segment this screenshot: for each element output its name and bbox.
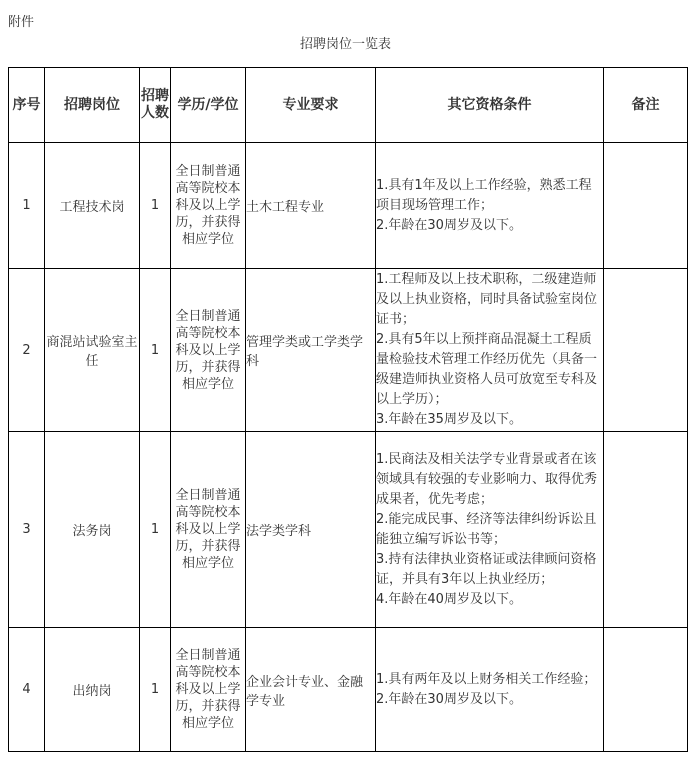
cell-position: 出纳岗 (45, 628, 140, 752)
condition-item: 1.工程师及以上技术职称，二级建造师及以上执业资格，同时具备试验室岗位证书； (376, 272, 598, 327)
header-conditions: 其它资格条件 (376, 68, 604, 143)
cell-education: 全日制普通高等院校本科及以上学历，并获得相应学位 (171, 432, 246, 628)
cell-position: 工程技术岗 (45, 143, 140, 269)
cell-major: 土木工程专业 (246, 143, 376, 269)
header-row (9, 68, 688, 143)
condition-item: 1.具有1年及以上工作经验，熟悉工程项目现场管理工作； (376, 177, 592, 213)
header-major: 专业要求 (246, 68, 376, 143)
cell-education: 全日制普通高等院校本科及以上学历，并获得相应学位 (171, 628, 246, 752)
cell-remarks (604, 143, 688, 269)
header-count: 招聘人数 (140, 68, 171, 143)
header-seq: 序号 (9, 68, 45, 143)
header-position: 招聘岗位 (45, 68, 140, 143)
cell-seq: 3 (9, 432, 45, 628)
condition-item: 3.持有法律执业资格证或法律顾问资格证，并具有3年以上执业经历； (376, 551, 597, 587)
attachment-label: 附件 (8, 15, 35, 30)
cell-position: 法务岗 (45, 432, 140, 628)
cell-position: 商混站试验室主任 (45, 269, 140, 432)
cell-education: 全日制普通高等院校本科及以上学历，并获得相应学位 (171, 269, 246, 432)
cell-major: 企业会计专业、金融学专业 (246, 628, 376, 752)
recruitment-table (8, 67, 688, 752)
condition-item: 1.民商法及相关法学专业背景或者在该领域具有较强的专业影响力、取得优秀成果者，优先考虑； (376, 451, 598, 507)
cell-count: 1 (140, 628, 171, 752)
condition-item: 2.具有5年以上预拌商品混凝土工程质量检验技术管理工作经历优先（具备一级建造师执业资格人员可放宽至专科及以上学历）； (376, 332, 598, 407)
cell-seq: 1 (9, 143, 45, 269)
cell-remarks (604, 432, 688, 628)
header-remarks: 备注 (604, 68, 688, 143)
page-title: 招聘岗位一览表 (299, 37, 391, 52)
cell-conditions (376, 432, 604, 628)
table-row (9, 432, 688, 628)
cell-major: 法学类学科 (246, 432, 376, 628)
cell-conditions (376, 143, 604, 269)
cell-education: 全日制普通高等院校本科及以上学历，并获得相应学位 (171, 143, 246, 269)
cell-seq: 4 (9, 628, 45, 752)
cell-count: 1 (140, 143, 171, 269)
condition-item: 2.年龄在30周岁及以下。 (376, 691, 522, 707)
cell-conditions (376, 628, 604, 752)
cell-count: 1 (140, 269, 171, 432)
cell-seq: 2 (9, 269, 45, 432)
condition-item: 2.年龄在30周岁及以下。 (376, 217, 522, 233)
condition-item: 2.能完成民事、经济等法律纠纷诉讼且能独立编写诉讼书等； (376, 511, 597, 547)
condition-item: 1.具有两年及以上财务相关工作经验； (376, 671, 597, 687)
cell-conditions (376, 269, 604, 432)
cell-count: 1 (140, 432, 171, 628)
condition-item: 3.年龄在35周岁及以下。 (376, 412, 522, 427)
cell-remarks (604, 628, 688, 752)
header-education: 学历/学位 (171, 68, 246, 143)
table-row (9, 143, 688, 269)
table-row (9, 628, 688, 752)
cell-remarks (604, 269, 688, 432)
condition-item: 4.年龄在40周岁及以下。 (376, 591, 522, 607)
table-row (9, 269, 688, 432)
cell-major: 管理学类或工学类学科 (246, 269, 376, 432)
